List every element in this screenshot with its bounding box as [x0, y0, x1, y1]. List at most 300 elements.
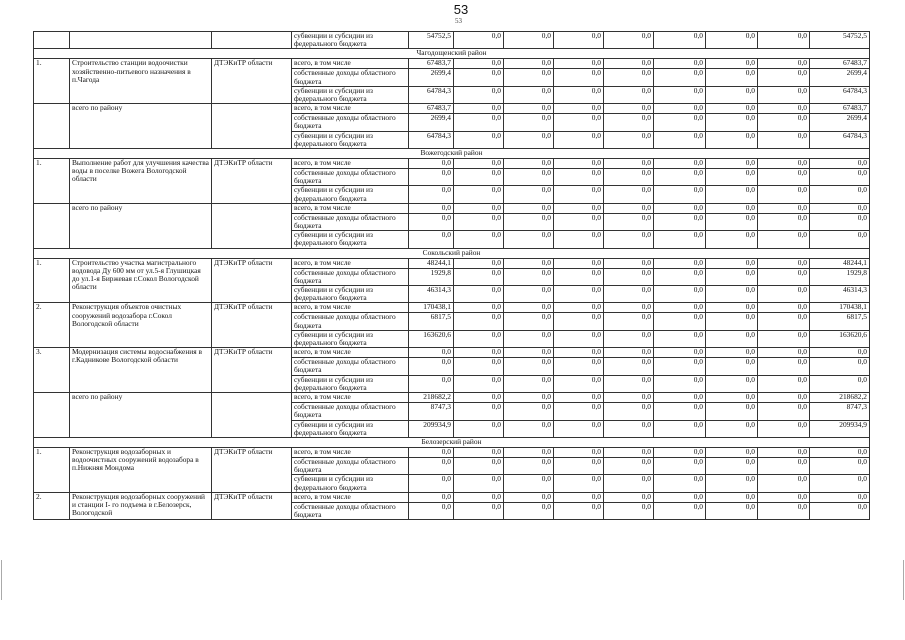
scan-edge-left [1, 560, 2, 600]
value-cell: 0,0 [504, 213, 554, 230]
value-cell: 0,0 [758, 447, 810, 457]
item-name: всего по району [70, 393, 212, 438]
value-cell: 0,0 [554, 457, 604, 474]
value-cell: 0,0 [810, 186, 870, 203]
value-cell: 0,0 [554, 114, 604, 131]
value-cell: 0,0 [758, 258, 810, 268]
value-cell: 0,0 [758, 420, 810, 437]
table-row [34, 348, 870, 358]
section-header-row [34, 149, 870, 159]
value-cell: 0,0 [706, 358, 758, 375]
value-cell: 0,0 [454, 169, 504, 186]
executor: ДТЭКиТР области [212, 159, 292, 204]
row-label: субвенции и субсидии из федерального бюджета [292, 32, 409, 49]
row-label: субвенции и субсидии из федерального бюджета [292, 231, 409, 248]
value-cell: 48244,1 [409, 258, 454, 268]
value-cell: 0,0 [604, 69, 654, 86]
value-cell: 0,0 [604, 32, 654, 49]
item-name: Модернизация системы водоснабжения в г.Кадникове Вологодской области [70, 348, 212, 393]
item-number: 1. [34, 159, 70, 204]
value-cell: 0,0 [454, 303, 504, 313]
value-cell: 0,0 [554, 169, 604, 186]
value-cell: 0,0 [758, 159, 810, 169]
item-number: 2. [34, 303, 70, 348]
table-row [34, 303, 870, 313]
value-cell: 0,0 [604, 492, 654, 502]
item-number: 1. [34, 59, 70, 104]
table-row [34, 447, 870, 457]
item-name: всего по району [70, 104, 212, 149]
financing-table [33, 31, 870, 520]
value-cell: 0,0 [654, 286, 706, 303]
value-cell: 0,0 [706, 420, 758, 437]
value-cell: 0,0 [604, 131, 654, 148]
executor: ДТЭКиТР области [212, 492, 292, 519]
row-label: субвенции и субсидии из федерального бюджета [292, 420, 409, 437]
section-header-row [34, 49, 870, 59]
value-cell: 0,0 [409, 492, 454, 502]
value-cell: 0,0 [604, 231, 654, 248]
executor: ДТЭКиТР области [212, 447, 292, 492]
value-cell: 0,0 [504, 492, 554, 502]
value-cell: 209934,9 [810, 420, 870, 437]
value-cell: 0,0 [654, 393, 706, 403]
value-cell: 0,0 [758, 286, 810, 303]
row-label: всего, в том числе [292, 492, 409, 502]
value-cell: 0,0 [504, 502, 554, 519]
value-cell: 0,0 [504, 348, 554, 358]
value-cell: 0,0 [554, 313, 604, 330]
value-cell: 0,0 [554, 268, 604, 285]
value-cell: 0,0 [706, 268, 758, 285]
executor: ДТЭКиТР области [212, 348, 292, 393]
item-name [70, 32, 212, 49]
value-cell: 0,0 [554, 258, 604, 268]
value-cell: 0,0 [454, 258, 504, 268]
value-cell: 0,0 [409, 159, 454, 169]
value-cell: 0,0 [706, 303, 758, 313]
value-cell: 0,0 [758, 131, 810, 148]
value-cell: 0,0 [454, 475, 504, 492]
value-cell: 0,0 [758, 114, 810, 131]
value-cell: 0,0 [504, 375, 554, 392]
value-cell: 0,0 [554, 475, 604, 492]
value-cell: 0,0 [454, 159, 504, 169]
table-row [34, 393, 870, 403]
value-cell: 0,0 [604, 358, 654, 375]
row-label: субвенции и субсидии из федерального бюджета [292, 186, 409, 203]
value-cell: 0,0 [504, 169, 554, 186]
value-cell: 0,0 [554, 69, 604, 86]
table-row [34, 32, 870, 49]
value-cell: 0,0 [810, 457, 870, 474]
value-cell: 0,0 [409, 231, 454, 248]
executor [212, 203, 292, 248]
value-cell: 0,0 [409, 213, 454, 230]
value-cell: 0,0 [706, 114, 758, 131]
value-cell: 0,0 [654, 59, 706, 69]
table-row [34, 159, 870, 169]
value-cell: 0,0 [409, 475, 454, 492]
value-cell: 0,0 [706, 159, 758, 169]
value-cell: 0,0 [654, 502, 706, 519]
value-cell: 0,0 [604, 403, 654, 420]
item-number: 3. [34, 348, 70, 393]
executor [212, 32, 292, 49]
value-cell: 0,0 [706, 403, 758, 420]
value-cell: 8747,3 [409, 403, 454, 420]
value-cell: 0,0 [654, 213, 706, 230]
value-cell: 0,0 [554, 159, 604, 169]
row-label: всего, в том числе [292, 393, 409, 403]
value-cell: 0,0 [454, 403, 504, 420]
value-cell: 163620,6 [409, 330, 454, 347]
row-label: собственные доходы областного бюджета [292, 313, 409, 330]
row-label: собственные доходы областного бюджета [292, 213, 409, 230]
value-cell: 0,0 [454, 213, 504, 230]
value-cell: 0,0 [604, 286, 654, 303]
value-cell: 2699,4 [409, 114, 454, 131]
value-cell: 0,0 [654, 203, 706, 213]
executor [212, 393, 292, 438]
value-cell: 0,0 [604, 420, 654, 437]
value-cell: 0,0 [604, 59, 654, 69]
value-cell: 54752,5 [409, 32, 454, 49]
value-cell: 0,0 [758, 104, 810, 114]
value-cell: 0,0 [706, 131, 758, 148]
value-cell: 0,0 [454, 203, 504, 213]
value-cell: 0,0 [504, 59, 554, 69]
row-label: субвенции и субсидии из федерального бюджета [292, 475, 409, 492]
row-label: субвенции и субсидии из федерального бюджета [292, 286, 409, 303]
item-name: всего по району [70, 203, 212, 248]
value-cell: 0,0 [504, 69, 554, 86]
table-row [34, 59, 870, 69]
value-cell: 0,0 [504, 203, 554, 213]
value-cell: 0,0 [504, 104, 554, 114]
value-cell: 0,0 [654, 69, 706, 86]
value-cell: 0,0 [604, 213, 654, 230]
value-cell: 67483,7 [409, 59, 454, 69]
value-cell: 0,0 [554, 231, 604, 248]
value-cell: 6817,5 [409, 313, 454, 330]
value-cell: 0,0 [504, 303, 554, 313]
value-cell: 0,0 [604, 330, 654, 347]
value-cell: 0,0 [654, 303, 706, 313]
value-cell: 0,0 [554, 213, 604, 230]
value-cell: 0,0 [604, 104, 654, 114]
value-cell: 0,0 [504, 286, 554, 303]
value-cell: 0,0 [758, 213, 810, 230]
row-label: собственные доходы областного бюджета [292, 268, 409, 285]
value-cell: 2699,4 [409, 69, 454, 86]
value-cell: 0,0 [504, 86, 554, 103]
value-cell: 0,0 [554, 492, 604, 502]
value-cell: 0,0 [654, 348, 706, 358]
value-cell: 209934,9 [409, 420, 454, 437]
value-cell: 0,0 [454, 447, 504, 457]
value-cell: 64784,3 [810, 131, 870, 148]
table-row [34, 104, 870, 114]
value-cell: 0,0 [554, 330, 604, 347]
row-label: всего, в том числе [292, 303, 409, 313]
value-cell: 0,0 [758, 69, 810, 86]
value-cell: 0,0 [758, 330, 810, 347]
value-cell: 0,0 [454, 286, 504, 303]
value-cell: 0,0 [454, 313, 504, 330]
value-cell: 0,0 [654, 186, 706, 203]
value-cell: 0,0 [604, 159, 654, 169]
value-cell: 0,0 [654, 159, 706, 169]
value-cell: 0,0 [454, 231, 504, 248]
value-cell: 0,0 [654, 475, 706, 492]
value-cell: 0,0 [654, 420, 706, 437]
value-cell: 0,0 [604, 475, 654, 492]
table-row [34, 492, 870, 502]
row-label: субвенции и субсидии из федерального бюджета [292, 375, 409, 392]
value-cell: 6817,5 [810, 313, 870, 330]
value-cell: 0,0 [654, 114, 706, 131]
value-cell: 0,0 [504, 457, 554, 474]
item-number: 1. [34, 447, 70, 492]
value-cell: 0,0 [706, 258, 758, 268]
value-cell: 0,0 [706, 231, 758, 248]
value-cell: 0,0 [706, 213, 758, 230]
value-cell: 2699,4 [810, 69, 870, 86]
value-cell: 1929,8 [409, 268, 454, 285]
value-cell: 0,0 [706, 186, 758, 203]
value-cell: 67483,7 [810, 59, 870, 69]
section-header-row [34, 437, 870, 447]
value-cell: 0,0 [654, 258, 706, 268]
value-cell: 0,0 [758, 492, 810, 502]
value-cell: 0,0 [454, 131, 504, 148]
value-cell: 46314,3 [409, 286, 454, 303]
value-cell: 0,0 [604, 375, 654, 392]
value-cell: 0,0 [454, 59, 504, 69]
item-name: Выполнение работ для улучшения качества воды в поселке Вожега Вологодской области [70, 159, 212, 204]
value-cell: 0,0 [810, 169, 870, 186]
value-cell: 0,0 [654, 131, 706, 148]
value-cell: 0,0 [706, 457, 758, 474]
value-cell: 0,0 [554, 303, 604, 313]
value-cell: 0,0 [554, 375, 604, 392]
value-cell: 0,0 [706, 492, 758, 502]
value-cell: 0,0 [554, 59, 604, 69]
value-cell: 0,0 [454, 186, 504, 203]
value-cell: 0,0 [758, 393, 810, 403]
value-cell: 0,0 [504, 32, 554, 49]
value-cell: 0,0 [758, 313, 810, 330]
value-cell: 0,0 [454, 358, 504, 375]
value-cell: 0,0 [554, 32, 604, 49]
value-cell: 46314,3 [810, 286, 870, 303]
row-label: всего, в том числе [292, 104, 409, 114]
value-cell: 0,0 [604, 303, 654, 313]
row-label: всего, в том числе [292, 348, 409, 358]
value-cell: 0,0 [758, 502, 810, 519]
value-cell: 0,0 [554, 131, 604, 148]
scan-edge-right [903, 560, 904, 600]
value-cell: 0,0 [504, 231, 554, 248]
value-cell: 0,0 [758, 475, 810, 492]
value-cell: 54752,5 [810, 32, 870, 49]
value-cell: 0,0 [554, 203, 604, 213]
value-cell: 67483,7 [810, 104, 870, 114]
value-cell: 0,0 [454, 492, 504, 502]
value-cell: 0,0 [504, 358, 554, 375]
value-cell: 0,0 [654, 104, 706, 114]
value-cell: 0,0 [554, 186, 604, 203]
value-cell: 0,0 [554, 286, 604, 303]
value-cell: 0,0 [554, 502, 604, 519]
value-cell: 67483,7 [409, 104, 454, 114]
value-cell: 0,0 [654, 403, 706, 420]
value-cell: 0,0 [454, 69, 504, 86]
value-cell: 0,0 [758, 186, 810, 203]
value-cell: 0,0 [654, 86, 706, 103]
row-label: всего, в том числе [292, 447, 409, 457]
value-cell: 2699,4 [810, 114, 870, 131]
value-cell: 0,0 [409, 457, 454, 474]
row-label: всего, в том числе [292, 59, 409, 69]
item-number [34, 393, 70, 438]
value-cell: 0,0 [810, 447, 870, 457]
value-cell: 0,0 [810, 159, 870, 169]
value-cell: 0,0 [554, 393, 604, 403]
value-cell: 0,0 [654, 457, 706, 474]
item-name: Реконструкция водозаборных и водоочистных сооружений водозабора в п.Нижняя Мондома [70, 447, 212, 492]
value-cell: 0,0 [706, 447, 758, 457]
value-cell: 0,0 [604, 186, 654, 203]
value-cell: 0,0 [706, 330, 758, 347]
value-cell: 0,0 [409, 447, 454, 457]
value-cell: 8747,3 [810, 403, 870, 420]
value-cell: 0,0 [758, 59, 810, 69]
value-cell: 0,0 [654, 313, 706, 330]
value-cell: 0,0 [454, 375, 504, 392]
value-cell: 0,0 [810, 213, 870, 230]
value-cell: 0,0 [706, 393, 758, 403]
value-cell: 0,0 [504, 393, 554, 403]
value-cell: 0,0 [706, 502, 758, 519]
value-cell: 0,0 [706, 348, 758, 358]
value-cell: 64784,3 [409, 131, 454, 148]
value-cell: 0,0 [706, 86, 758, 103]
item-name: Строительство станции водоочистки хозяйственно-питьевого назначения в п.Чагода [70, 59, 212, 104]
value-cell: 0,0 [758, 303, 810, 313]
value-cell: 0,0 [758, 86, 810, 103]
page-number: 53 [453, 2, 469, 17]
executor: ДТЭКиТР области [212, 303, 292, 348]
value-cell: 0,0 [810, 375, 870, 392]
value-cell: 0,0 [706, 32, 758, 49]
value-cell: 0,0 [454, 348, 504, 358]
value-cell: 0,0 [604, 203, 654, 213]
item-number [34, 104, 70, 149]
value-cell: 0,0 [604, 114, 654, 131]
row-label: собственные доходы областного бюджета [292, 457, 409, 474]
value-cell: 0,0 [504, 268, 554, 285]
page-number-shadow: 53 [455, 17, 462, 25]
value-cell: 0,0 [409, 375, 454, 392]
value-cell: 0,0 [504, 447, 554, 457]
value-cell: 48244,1 [810, 258, 870, 268]
value-cell: 0,0 [554, 358, 604, 375]
row-label: всего, в том числе [292, 203, 409, 213]
value-cell: 0,0 [810, 231, 870, 248]
value-cell: 0,0 [504, 313, 554, 330]
value-cell: 0,0 [554, 420, 604, 437]
item-number [34, 32, 70, 49]
value-cell: 0,0 [706, 375, 758, 392]
row-label: субвенции и субсидии из федерального бюджета [292, 131, 409, 148]
row-label: собственные доходы областного бюджета [292, 69, 409, 86]
value-cell: 0,0 [454, 32, 504, 49]
value-cell: 0,0 [810, 203, 870, 213]
value-cell: 0,0 [810, 492, 870, 502]
district-header: Чагодощенский район [34, 49, 870, 59]
value-cell: 0,0 [654, 358, 706, 375]
value-cell: 1929,8 [810, 268, 870, 285]
executor: ДТЭКиТР области [212, 258, 292, 303]
value-cell: 0,0 [504, 114, 554, 131]
value-cell: 0,0 [654, 330, 706, 347]
value-cell: 0,0 [654, 375, 706, 392]
row-label: собственные доходы областного бюджета [292, 403, 409, 420]
value-cell: 0,0 [654, 492, 706, 502]
executor [212, 104, 292, 149]
value-cell: 0,0 [604, 258, 654, 268]
value-cell: 0,0 [810, 502, 870, 519]
row-label: собственные доходы областного бюджета [292, 502, 409, 519]
item-name: Реконструкция объектов очистных сооружений водозабора г.Сокол Вологодской области [70, 303, 212, 348]
value-cell: 0,0 [454, 268, 504, 285]
value-cell: 0,0 [604, 393, 654, 403]
value-cell: 163620,6 [810, 330, 870, 347]
district-header: Белозерский район [34, 437, 870, 447]
value-cell: 0,0 [706, 59, 758, 69]
value-cell: 0,0 [454, 420, 504, 437]
value-cell: 0,0 [409, 502, 454, 519]
value-cell: 0,0 [454, 104, 504, 114]
value-cell: 0,0 [504, 258, 554, 268]
district-header: Сокольский район [34, 248, 870, 258]
value-cell: 0,0 [758, 231, 810, 248]
value-cell: 64784,3 [810, 86, 870, 103]
value-cell: 0,0 [409, 186, 454, 203]
value-cell: 0,0 [604, 313, 654, 330]
row-label: субвенции и субсидии из федерального бюджета [292, 330, 409, 347]
value-cell: 0,0 [654, 447, 706, 457]
value-cell: 170438,1 [810, 303, 870, 313]
item-number [34, 203, 70, 248]
item-name: Строительство участка магистрального водовода Ду 600 мм от ул.5-я Глушицкая до ул.1-я Биржевая г.Сокол Вологодской области [70, 258, 212, 303]
value-cell: 0,0 [706, 104, 758, 114]
value-cell: 0,0 [706, 475, 758, 492]
value-cell: 0,0 [409, 358, 454, 375]
value-cell: 0,0 [706, 313, 758, 330]
value-cell: 0,0 [810, 348, 870, 358]
value-cell: 0,0 [504, 330, 554, 347]
value-cell: 0,0 [409, 169, 454, 186]
value-cell: 218682,2 [409, 393, 454, 403]
value-cell: 0,0 [454, 393, 504, 403]
value-cell: 0,0 [554, 104, 604, 114]
value-cell: 170438,1 [409, 303, 454, 313]
value-cell: 0,0 [758, 32, 810, 49]
value-cell: 0,0 [758, 403, 810, 420]
